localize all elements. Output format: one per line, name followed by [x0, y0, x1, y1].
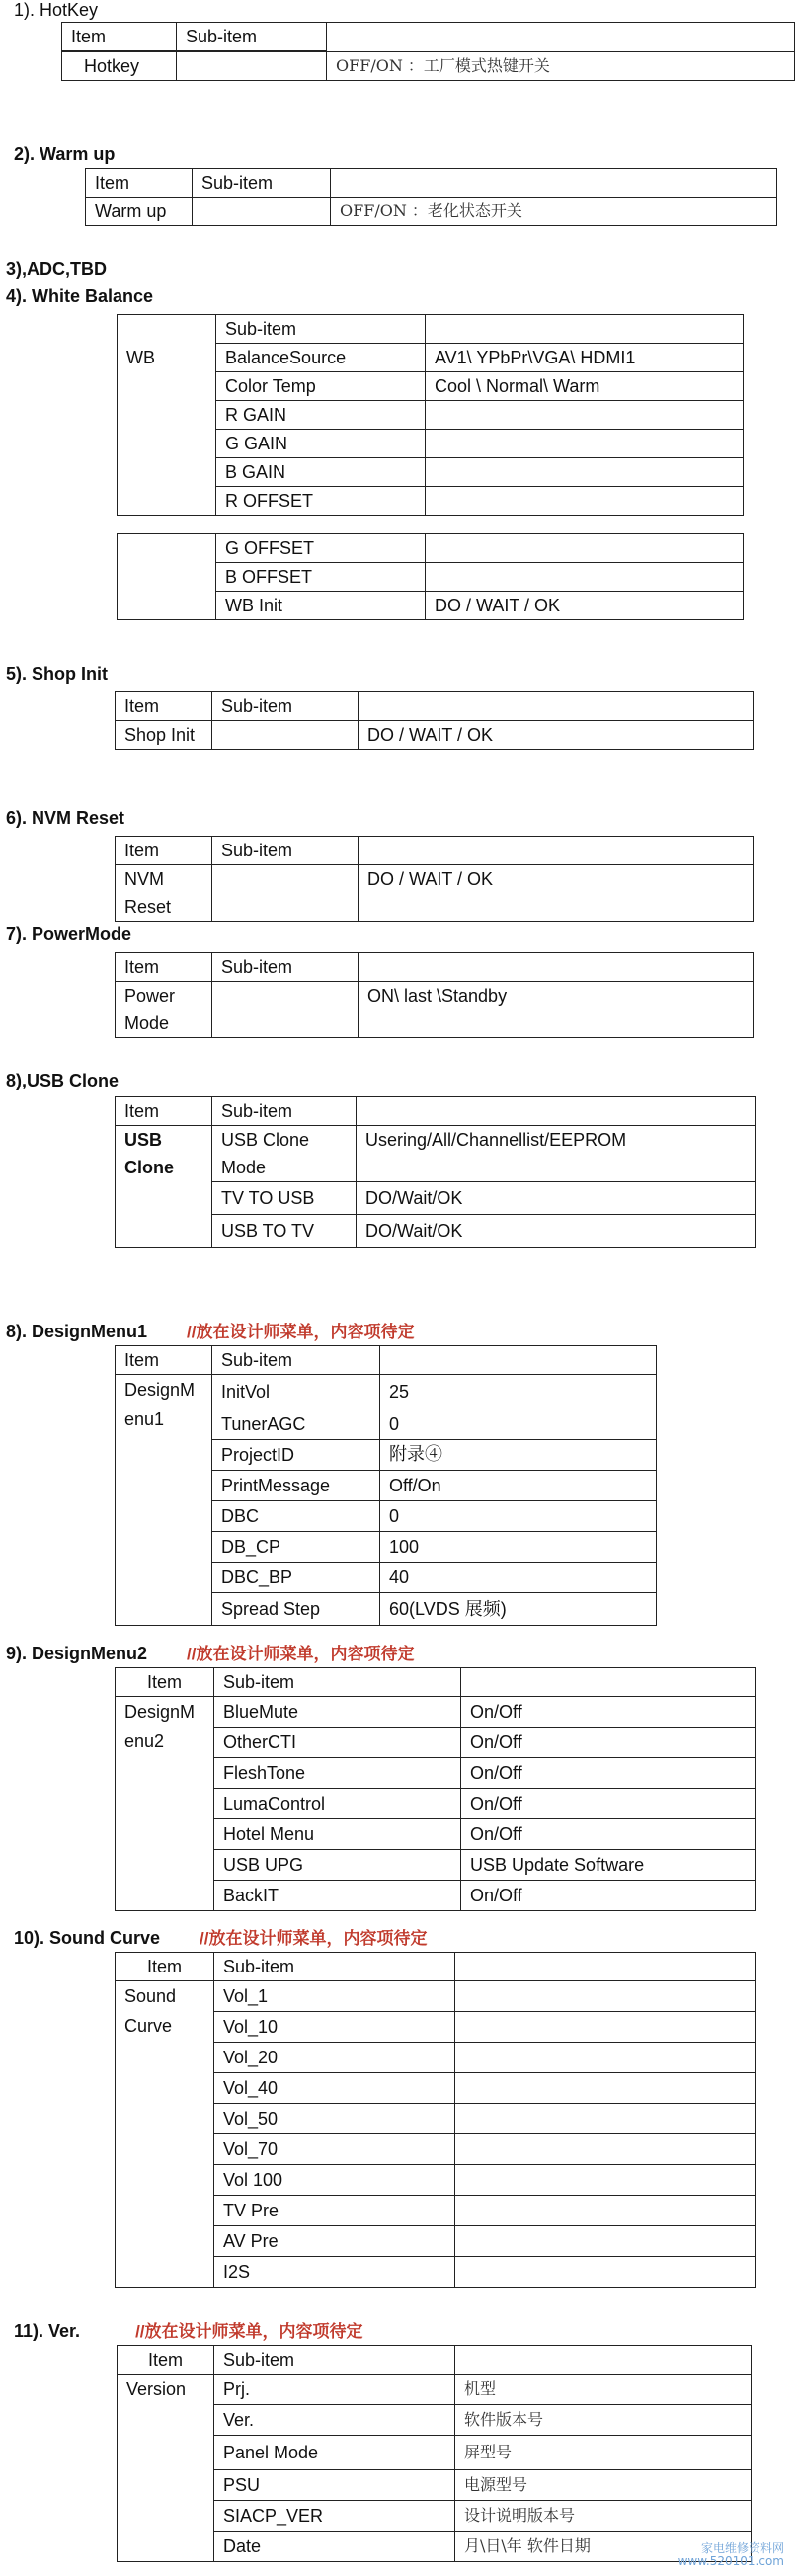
cell-sub-item: FleshTone	[214, 1758, 461, 1789]
cell-sub-item: InitVol	[212, 1375, 380, 1409]
table-row	[116, 1126, 756, 1182]
cell-sub-item: B GAIN	[216, 458, 426, 487]
table-row	[62, 23, 795, 51]
cell-value: On/Off	[461, 1789, 756, 1819]
nvm-reset-table	[115, 836, 754, 922]
cell-value	[426, 534, 744, 563]
header-item: Item	[62, 23, 177, 51]
table-row	[116, 1182, 756, 1215]
cell-sub-item: AV Pre	[214, 2226, 455, 2257]
table-row	[116, 1097, 756, 1126]
cell-value: USB Update Software	[461, 1850, 756, 1881]
section-note: //放在设计师菜单，内容项待定	[187, 1323, 415, 1341]
cell-item: Hotkey	[62, 52, 177, 81]
cell-value: DO/Wait/OK	[357, 1215, 756, 1248]
cell-item-line-2: Reset	[124, 897, 172, 917]
cell-value: OFF/ON ：工厂模式热键开关	[327, 52, 795, 81]
cell-sub-item: TV Pre	[214, 2196, 455, 2226]
table-row	[116, 721, 754, 750]
cell-sub-item: PrintMessage	[212, 1471, 380, 1501]
table-row	[116, 1346, 657, 1375]
section-title-text: 10). Sound Curve	[14, 1928, 161, 1948]
header-item: Item	[118, 2346, 214, 2375]
header-sub-item: Sub-item	[212, 1097, 357, 1126]
watermark-line-2: www.520101.com	[678, 2554, 784, 2568]
header-sub-item: Sub-item	[214, 2346, 455, 2375]
header-sub-item: Sub-item	[216, 315, 426, 344]
cell-value	[426, 430, 744, 458]
white-balance-table-cont	[117, 533, 744, 620]
cell-value: 月\日\年 软件日期	[455, 2532, 752, 2562]
cell-sub-item: Spread Step	[212, 1593, 380, 1626]
cell-item: WB	[118, 344, 216, 516]
cell-value: On/Off	[461, 1697, 756, 1728]
cell-sub-item: Color Temp	[216, 372, 426, 401]
cell-sub-item-line-1: USB Clone	[221, 1130, 310, 1150]
table-row	[116, 953, 754, 982]
cell-sub-item: PSU	[214, 2470, 455, 2501]
cell-sub-item: BalanceSource	[216, 344, 426, 372]
header-item: Item	[86, 169, 193, 198]
section-note: //放在设计师菜单，内容项待定	[187, 1645, 415, 1663]
hotkey-table	[61, 22, 795, 51]
table-row	[116, 1375, 657, 1409]
cell-value: AV1\ YPbPr\VGA\ HDMI1	[426, 344, 744, 372]
cell-sub-item: Panel Mode	[214, 2436, 455, 2470]
header-sub-item: Sub-item	[193, 169, 331, 198]
cell-item: Shop Init	[116, 721, 212, 750]
cell-value: DO / WAIT / OK	[426, 592, 744, 620]
section-title-warm-up: 2). Warm up	[14, 144, 116, 164]
cell-value: 100	[380, 1532, 657, 1563]
shop-init-table	[115, 691, 754, 750]
cell-sub-item: G GAIN	[216, 430, 426, 458]
cell-item-line-1: Sound	[124, 1986, 177, 2006]
cell-value	[426, 563, 744, 592]
cell-value: OFF/ON ：老化状态开关	[331, 198, 777, 226]
header-item: Item	[116, 837, 212, 865]
cell-item-line-1: Power	[124, 986, 176, 1006]
cell-value: 机型	[455, 2375, 752, 2405]
table-row	[116, 1981, 756, 2012]
header-sub-item: Sub-item	[214, 1668, 461, 1697]
cell-sub-item: Ver.	[214, 2405, 455, 2436]
cell-value: ON\ last \Standby	[359, 982, 754, 1038]
section-title-text: 8). DesignMenu1	[6, 1322, 148, 1341]
cell-sub-item: Vol 100	[214, 2165, 455, 2196]
cell-sub-item: R OFFSET	[216, 487, 426, 516]
cell-value: On/Off	[461, 1819, 756, 1850]
cell-sub-item: Hotel Menu	[214, 1819, 461, 1850]
table-row	[116, 982, 754, 1038]
header-sub-item: Sub-item	[212, 837, 359, 865]
header-sub-item: Sub-item	[212, 1346, 380, 1375]
table-row	[86, 198, 777, 226]
section-title-hotkey: 1). HotKey	[14, 0, 99, 20]
cell-value: 0	[380, 1501, 657, 1532]
cell-value	[426, 487, 744, 516]
cell-value: 40	[380, 1563, 657, 1593]
cell-value: 0	[380, 1409, 657, 1440]
cell-item-line-2: enu1	[124, 1409, 165, 1429]
cell-sub-item: G OFFSET	[216, 534, 426, 563]
watermark	[678, 2542, 784, 2568]
section-title-text: 11). Ver.	[14, 2321, 81, 2341]
hotkey-table-row	[61, 51, 795, 81]
watermark-line-1: 家电维修资料网	[700, 2541, 784, 2555]
table-row	[62, 52, 795, 81]
section-title-designmenu2	[6, 1640, 414, 1664]
header-sub-item: Sub-item	[212, 953, 359, 982]
cell-sub-item: Date	[214, 2532, 455, 2562]
cell-sub-item: BackIT	[214, 1881, 461, 1911]
warm-up-table	[85, 168, 777, 226]
white-balance-table	[117, 314, 744, 516]
table-row	[116, 1668, 756, 1697]
section-title-sound-curve	[14, 1924, 427, 1949]
cell-value: DO/Wait/OK	[357, 1182, 756, 1215]
cell-sub-item: SIACP_VER	[214, 2501, 455, 2532]
table-row	[116, 865, 754, 922]
designmenu1-table	[115, 1345, 657, 1626]
header-item: Item	[116, 1668, 214, 1697]
section-title-powermode: 7). PowerMode	[6, 925, 132, 944]
cell-sub-item: LumaControl	[214, 1789, 461, 1819]
cell-sub-item: USB UPG	[214, 1850, 461, 1881]
cell-item-line-2: enu2	[124, 1731, 165, 1751]
section-title-usb-clone: 8),USB Clone	[6, 1071, 120, 1090]
cell-sub-item: TunerAGC	[212, 1409, 380, 1440]
cell-item	[116, 1375, 212, 1626]
table-row	[118, 344, 744, 372]
cell-item-line-1: USB	[124, 1130, 163, 1150]
table-row	[118, 315, 744, 344]
ver-table	[117, 2345, 752, 2562]
cell-value: Usering/All/Channellist/EEPROM	[357, 1126, 756, 1182]
cell-sub-item: Vol_50	[214, 2104, 455, 2134]
table-row	[118, 534, 744, 563]
cell-sub-item: B OFFSET	[216, 563, 426, 592]
cell-item: Version	[118, 2375, 214, 2562]
cell-item	[116, 1981, 214, 2288]
table-row	[118, 2346, 752, 2375]
powermode-table	[115, 952, 754, 1038]
section-note: //放在设计师菜单，内容项待定	[200, 1929, 428, 1948]
cell-sub-item: ProjectID	[212, 1440, 380, 1471]
cell-item-line-2: Clone	[124, 1158, 175, 1177]
table-row	[116, 1953, 756, 1981]
cell-value: On/Off	[461, 1881, 756, 1911]
cell-value: 附录④	[380, 1440, 657, 1471]
cell-value: Cool \ Normal\ Warm	[426, 372, 744, 401]
header-sub-item: Sub-item	[177, 23, 327, 51]
header-item: Item	[116, 1953, 214, 1981]
cell-item-line-1: DesignM	[124, 1380, 196, 1400]
section-note: //放在设计师菜单，内容项待定	[135, 2322, 363, 2341]
cell-item-line-1: NVM	[124, 869, 164, 889]
cell-value: On/Off	[461, 1758, 756, 1789]
table-row	[116, 1215, 756, 1248]
table-row	[86, 169, 777, 198]
section-title-text: 9). DesignMenu2	[6, 1644, 148, 1663]
cell-sub-item: Vol_20	[214, 2043, 455, 2073]
header-item: Item	[116, 1346, 212, 1375]
cell-value: Off/On	[380, 1471, 657, 1501]
cell-value	[426, 458, 744, 487]
cell-value: DO / WAIT / OK	[359, 721, 754, 750]
cell-value: 60(LVDS 展频)	[380, 1593, 657, 1626]
cell-sub-item: DBC_BP	[212, 1563, 380, 1593]
usb-clone-table	[115, 1096, 756, 1248]
cell-item	[116, 1697, 214, 1911]
section-title-ver	[14, 2317, 363, 2342]
sound-curve-table	[115, 1952, 756, 2288]
cell-sub-item: TV TO USB	[212, 1182, 357, 1215]
cell-value	[426, 401, 744, 430]
cell-sub-item: BlueMute	[214, 1697, 461, 1728]
cell-item	[116, 865, 212, 922]
section-title-white-balance: 4). White Balance	[6, 286, 154, 306]
cell-sub-item: DB_CP	[212, 1532, 380, 1563]
table-row	[116, 1697, 756, 1728]
cell-sub-item-line-2: Mode	[221, 1158, 267, 1177]
cell-value: On/Off	[461, 1728, 756, 1758]
cell-value: 电源型号	[455, 2470, 752, 2501]
header-item: Item	[116, 1097, 212, 1126]
header-item: Item	[116, 692, 212, 721]
cell-item-line-1: DesignM	[124, 1702, 196, 1722]
cell-item: Warm up	[86, 198, 193, 226]
cell-value: 25	[380, 1375, 657, 1409]
cell-sub-item: I2S	[214, 2257, 455, 2288]
table-row	[118, 2375, 752, 2405]
section-title-adc: 3),ADC,TBD	[6, 259, 107, 279]
cell-sub-item	[212, 1126, 357, 1182]
section-title-nvm-reset: 6). NVM Reset	[6, 808, 125, 828]
header-sub-item: Sub-item	[212, 692, 359, 721]
designmenu2-table	[115, 1667, 756, 1911]
cell-sub-item: Vol_1	[214, 1981, 455, 2012]
cell-sub-item: DBC	[212, 1501, 380, 1532]
cell-value: 设计说明版本号	[455, 2501, 752, 2532]
header-sub-item: Sub-item	[214, 1953, 455, 1981]
cell-item	[116, 982, 212, 1038]
cell-sub-item: Vol_40	[214, 2073, 455, 2104]
cell-value: 软件版本号	[455, 2405, 752, 2436]
cell-sub-item: Prj.	[214, 2375, 455, 2405]
section-title-designmenu1	[6, 1318, 414, 1342]
cell-item-line-2: Mode	[124, 1013, 170, 1033]
cell-sub-item: OtherCTI	[214, 1728, 461, 1758]
table-row	[116, 837, 754, 865]
cell-sub-item: Vol_70	[214, 2134, 455, 2165]
cell-sub-item: WB Init	[216, 592, 426, 620]
cell-item-line-2: Curve	[124, 2016, 173, 2036]
cell-sub-item: Vol_10	[214, 2012, 455, 2043]
table-row	[116, 692, 754, 721]
cell-value: DO / WAIT / OK	[359, 865, 754, 922]
header-item: Item	[116, 953, 212, 982]
cell-sub-item: USB TO TV	[212, 1215, 357, 1248]
cell-item	[116, 1126, 212, 1248]
section-title-shop-init: 5). Shop Init	[6, 664, 108, 684]
cell-value: 屏型号	[455, 2436, 752, 2470]
cell-sub-item: R GAIN	[216, 401, 426, 430]
